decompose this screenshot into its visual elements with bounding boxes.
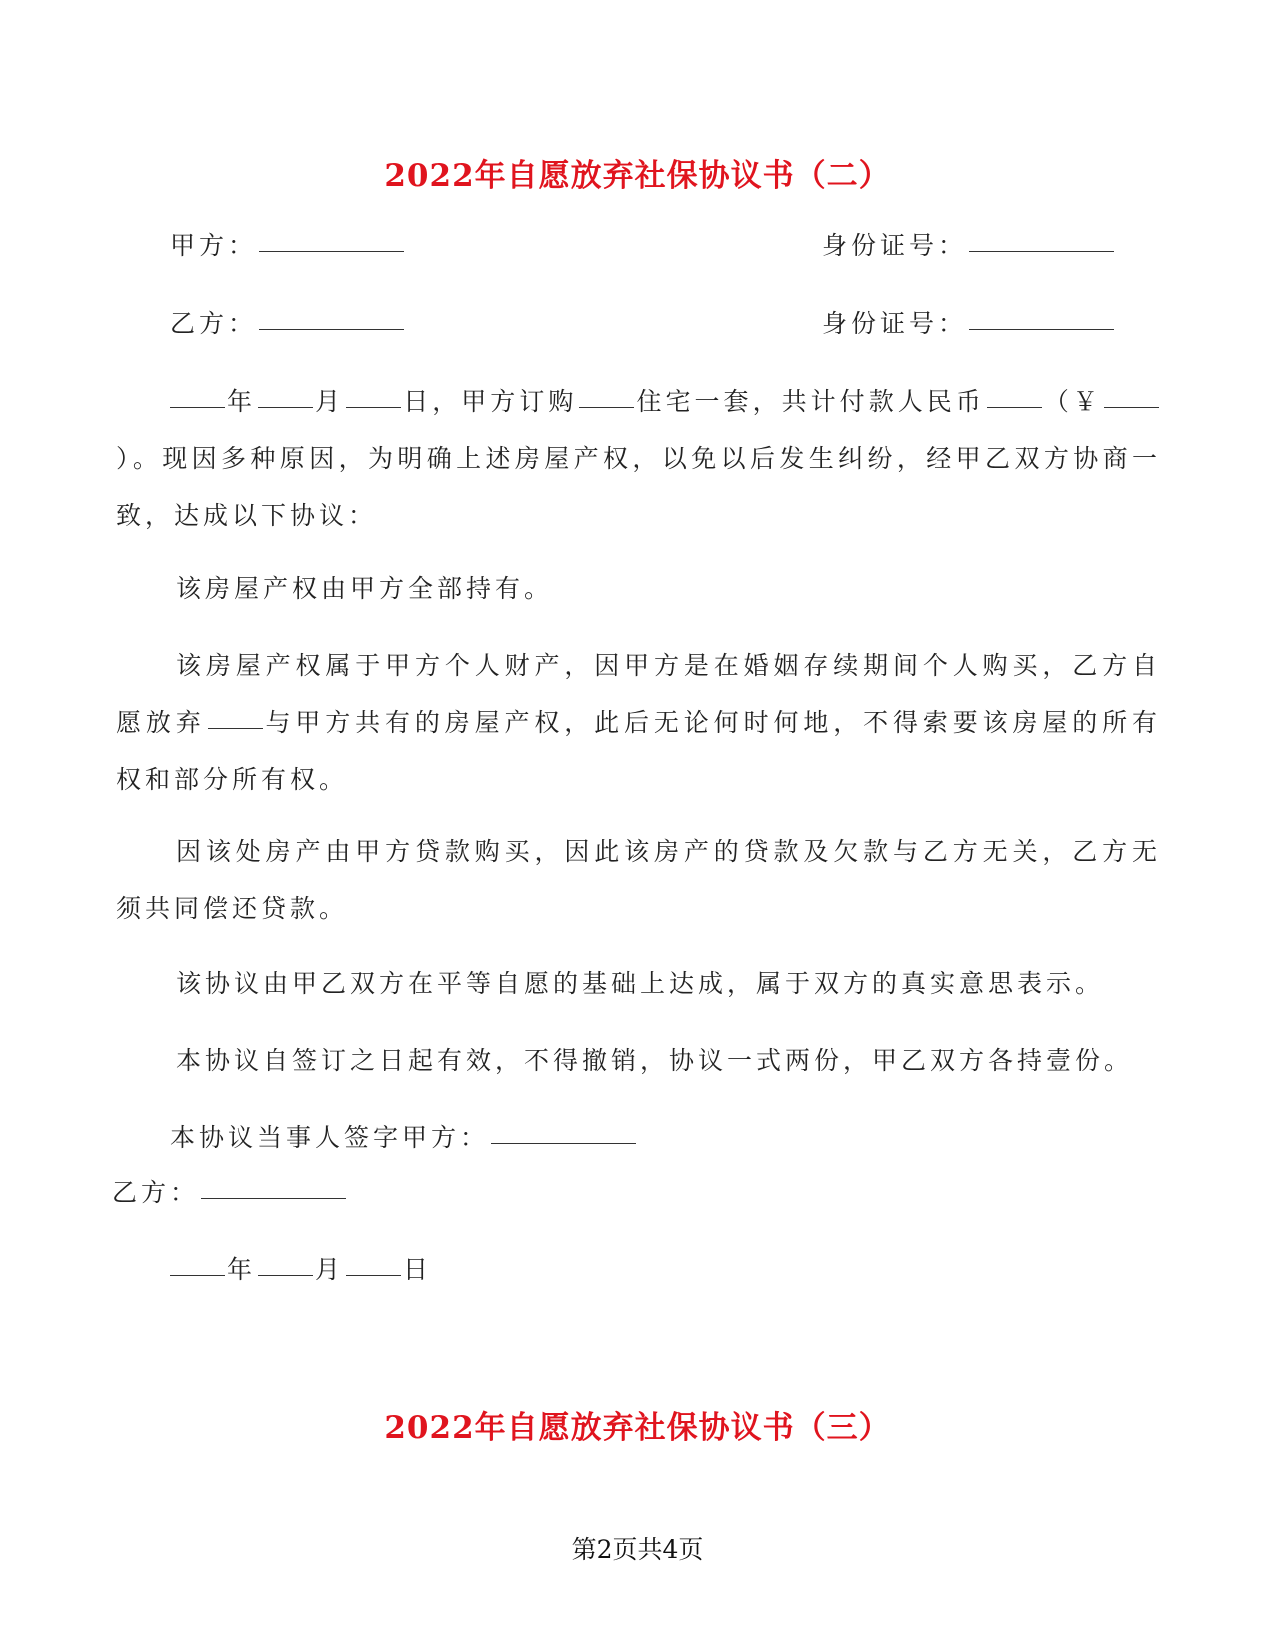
- party-a-id-blank: [969, 250, 1114, 252]
- sign-b-label: 乙方：: [112, 1178, 200, 1207]
- party-a-blank: [259, 250, 404, 252]
- intro-year: 年: [227, 387, 257, 416]
- sign-day-blank: [346, 1274, 401, 1276]
- party-b-blank: [259, 328, 404, 330]
- clause-4: 该协议由甲乙双方在平等自愿的基础上达成，属于双方的真实意思表示。: [176, 969, 1105, 998]
- party-b-line: [170, 306, 406, 342]
- party-a-id-line: [822, 228, 1116, 264]
- clause-2-part2: 与甲方共有的房屋产权，此后无论何时何地，不得索要该房屋的所有权和部分所有权。: [116, 708, 1161, 794]
- clause-2-blank: [208, 727, 263, 729]
- sign-a-line: [170, 1120, 638, 1156]
- sign-year-blank: [170, 1274, 225, 1276]
- sign-b-line: [112, 1175, 348, 1211]
- intro-currency: （￥: [1043, 387, 1102, 416]
- page-footer: 第2页共4页: [571, 1535, 704, 1564]
- month-blank: [258, 406, 313, 408]
- party-b-label: 乙方：: [170, 309, 258, 338]
- intro-month: 月: [315, 387, 345, 416]
- amount-figure-blank: [1104, 406, 1159, 408]
- house-blank: [579, 406, 634, 408]
- amount-blank: [987, 406, 1042, 408]
- party-b-id-blank: [969, 328, 1114, 330]
- party-b-id-line: [822, 306, 1116, 342]
- party-a-line: [170, 228, 406, 264]
- sign-year: 年: [227, 1255, 257, 1284]
- sign-a-label: 本协议当事人签字甲方：: [170, 1123, 490, 1152]
- party-a-label: 甲方：: [170, 231, 258, 260]
- party-a-id-label: 身份证号：: [822, 231, 968, 260]
- clause-3: 因该处房产由甲方贷款购买，因此该房产的贷款及欠款与乙方无关，乙方无须共同偿还贷款。: [116, 837, 1161, 923]
- intro-house: 住宅一套，共计付款人民币: [636, 387, 985, 416]
- sign-month: 月: [315, 1255, 345, 1284]
- clause-2-part1: 该房屋产权属于甲方个人财产，因甲方是在婚姻存续期间个人购买，乙方自愿放弃: [116, 651, 1161, 737]
- sign-month-blank: [258, 1274, 313, 1276]
- clause-1: 该房屋产权由甲方全部持有。: [176, 574, 554, 603]
- clause-2: [116, 637, 1161, 808]
- intro-rest: ）。现因多种原因，为明确上述房屋产权，以免以后发生纠纷，经甲乙双方协商一致，达成以下协议：: [116, 444, 1161, 530]
- document-title: 2022年自愿放弃社保协议书（二）: [384, 158, 891, 194]
- sign-day: 日: [403, 1255, 433, 1284]
- sign-date-line: [168, 1252, 432, 1288]
- intro-day: 日，甲方订购: [403, 387, 578, 416]
- year-blank: [170, 406, 225, 408]
- party-b-id-label: 身份证号：: [822, 309, 968, 338]
- intro-paragraph: [116, 373, 1161, 544]
- sign-a-blank: [491, 1142, 636, 1144]
- clause-5: 本协议自签订之日起有效，不得撤销，协议一式两份，甲乙双方各持壹份。: [176, 1046, 1134, 1075]
- next-section-title: 2022年自愿放弃社保协议书（三）: [384, 1410, 891, 1446]
- sign-b-blank: [201, 1197, 346, 1199]
- day-blank: [346, 406, 401, 408]
